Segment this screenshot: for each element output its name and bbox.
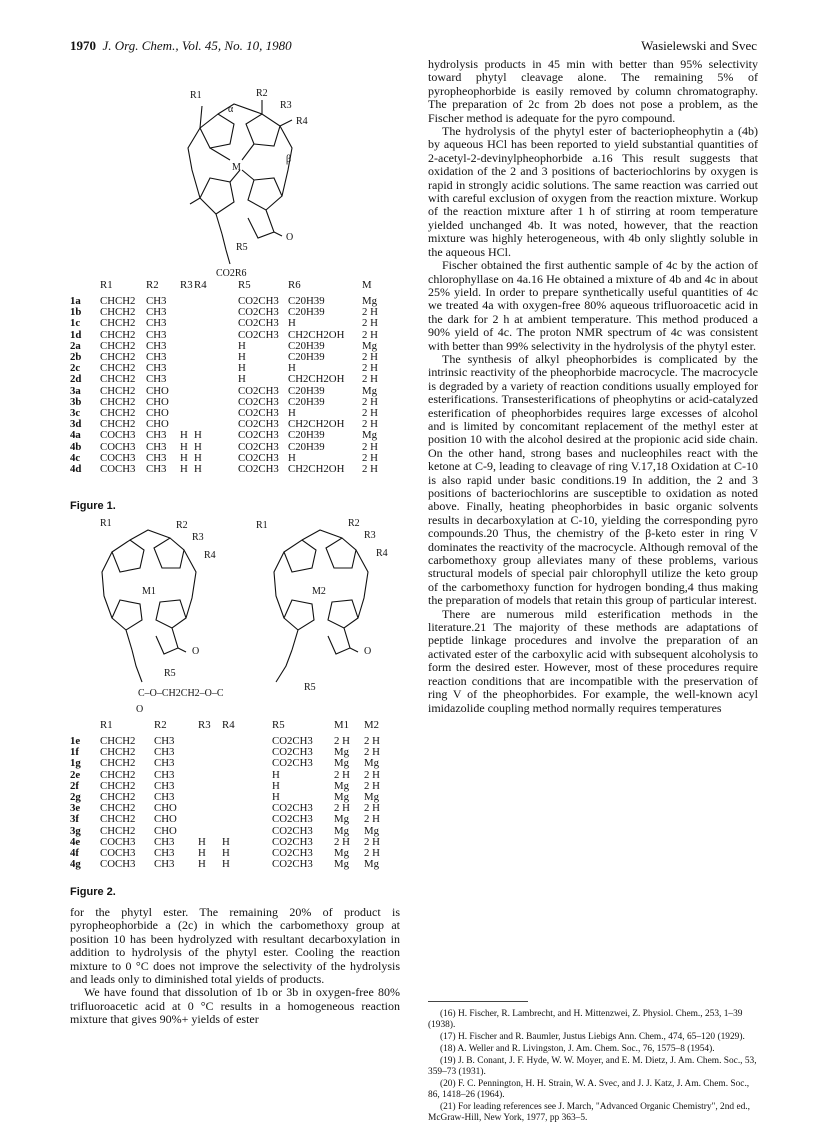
table-cell: C20H39 xyxy=(288,395,325,408)
table-cell: 2 H xyxy=(334,802,350,815)
compound-id: 2e xyxy=(70,768,81,781)
table-cell: H xyxy=(288,362,296,375)
table-cell: CH3 xyxy=(146,351,167,364)
table-cell: CO2CH3 xyxy=(272,835,313,848)
table-cell xyxy=(198,736,222,747)
table-cell: Mg xyxy=(364,757,379,770)
table-cell: 2 H xyxy=(364,813,380,826)
table-cell: CH2CH2OH xyxy=(288,328,345,341)
compound-id: 1a xyxy=(70,295,81,307)
fig2-col-r5: R5 xyxy=(272,719,285,732)
table-cell xyxy=(194,318,238,329)
figure2-caption: Figure 2. xyxy=(70,886,116,898)
fig2-left-r2: R2 xyxy=(176,520,188,531)
fig2-left-r1: R1 xyxy=(100,518,112,529)
table-cell: C20H39 xyxy=(288,384,325,397)
table-cell: CO2CH3 xyxy=(272,847,313,860)
fig2-right-r2: R2 xyxy=(348,518,360,529)
fig2-col-m2: M2 xyxy=(364,719,379,732)
table-cell: 2 H xyxy=(364,847,380,860)
table-cell: CO2CH3 xyxy=(272,757,313,770)
compound-id: 4e xyxy=(70,835,81,848)
paragraph: There are numerous mild esterification methods in the literature.21 The majority of these methods are adaptations of peptide linkage procedures and involve the preparation of an activated ester of the carboxylic acid with subsequent alcoholysis to form the desired ester. However, most of these procedures require reaction conditions that are incompatible with the preservation of ring V of the pheophorbides. For example, the well-known acyl imidazolide coupling method normally requires temperatures xyxy=(428,606,758,715)
table-cell xyxy=(222,803,272,814)
table-cell: H xyxy=(180,440,188,453)
table-cell xyxy=(194,397,238,408)
page-number-and-journal xyxy=(70,38,292,54)
table-cell xyxy=(180,341,194,352)
table-cell: 2 H xyxy=(364,746,380,759)
table-cell: CH2CH2OH xyxy=(288,463,345,476)
table-cell: CHCH2 xyxy=(100,351,136,364)
table-cell: H xyxy=(272,779,280,792)
footnote: (19) J. B. Conant, J. F. Hyde, W. W. Moyer, and E. M. Dietz, J. Am. Chem. Soc., 53, 359–73 (1931). xyxy=(428,1056,757,1077)
fig1-label-r1: R1 xyxy=(190,90,202,101)
table-cell xyxy=(198,758,222,769)
table-cell xyxy=(180,307,194,318)
table-cell: CHCH2 xyxy=(100,824,136,837)
fig1-col-r3: R3 xyxy=(180,279,193,292)
table-cell: CH3 xyxy=(154,791,175,804)
fig1-label-oxygen: O xyxy=(286,232,294,243)
table-cell: 2 H xyxy=(362,418,378,431)
paragraph: The hydrolysis of the phytyl ester of bacteriopheophytin a (4b) by aqueous HCl has been reported to yield substantial quantities of 2-acetyl-2-devinylpheophorbide a.16 This result suggests that oxidation of the 2 and 3 positions of bacteriochlorins by oxygen is rapid in strongly acidic solutions. The same reaction was carried out with careful exclusion of oxygen from the reaction mixture. Workup of the reaction mixture after 1 h of stirring at room temperature yielded unchanged 4b. It was noted, however, that the reaction mixture was highly heterogeneous, with 4b only slightly soluble in the aqueous HCl. xyxy=(428,124,758,259)
table-cell: 2 H xyxy=(362,407,378,420)
page-number: 1970 xyxy=(70,38,96,53)
table-cell: 2 H xyxy=(364,835,380,848)
table-cell: 2 H xyxy=(362,317,378,330)
fig1-col-r2: R2 xyxy=(146,279,159,292)
compound-id: 3c xyxy=(70,407,81,420)
fig2-linker-oxygen: O xyxy=(136,704,144,715)
table-cell: CH3 xyxy=(146,373,167,386)
table-cell xyxy=(198,781,222,792)
table-cell xyxy=(198,747,222,758)
table-cell: H xyxy=(198,847,206,860)
table-cell: CHO xyxy=(146,384,169,397)
table-cell: COCH3 xyxy=(100,835,136,848)
table-cell: H xyxy=(194,451,202,464)
footnote-rule xyxy=(428,1001,528,1002)
table-cell: 2 H xyxy=(364,768,380,781)
table-cell: COCH3 xyxy=(100,451,136,464)
table-cell xyxy=(222,747,272,758)
table-cell: COCH3 xyxy=(100,463,136,476)
table-cell xyxy=(194,363,238,374)
table-row xyxy=(70,430,392,441)
compound-id: 1b xyxy=(70,306,82,319)
table-cell: CO2CH3 xyxy=(238,463,279,476)
table-cell: COCH3 xyxy=(100,429,136,442)
table-cell: CHO xyxy=(146,407,169,420)
compound-id: 2d xyxy=(70,373,82,386)
table-cell: 2 H xyxy=(362,395,378,408)
table-cell xyxy=(198,770,222,781)
paragraph: We have found that dissolution of 1b or 3b in oxygen-free 80% trifluoroacetic acid at 0 °C results in a homogeneous reaction mixture that gives 90%+ yields of ester xyxy=(70,985,400,1027)
compound-id: 2g xyxy=(70,791,81,804)
table-cell: CO2CH3 xyxy=(272,802,313,815)
table-cell: 2 H xyxy=(364,802,380,815)
compound-id: 2a xyxy=(70,339,81,352)
table-cell: CHO xyxy=(154,813,177,826)
compound-id: 3d xyxy=(70,418,82,431)
table-cell: CHCH2 xyxy=(100,362,136,375)
table-cell: Mg xyxy=(334,779,349,792)
figure2-table-header xyxy=(70,716,392,736)
table-cell: H xyxy=(222,847,230,860)
fig2-col-r4: R4 xyxy=(222,719,235,732)
table-cell: H xyxy=(288,407,296,420)
table-cell: CHCH2 xyxy=(100,306,136,319)
table-cell xyxy=(194,408,238,419)
table-cell: H xyxy=(180,429,188,442)
paragraph: Fischer obtained the first authentic sample of 4c by the action of chlorophyllase on 4a.16 He obtained a mixture of 4b and 4c in about 25% yield. In order to prepare synthetically useful quantities of 4c we treated 4a with oxygen-free 80% aqueous trifluoroacetic acid in the dark for 2 h at ambient temperature. This method produced a 90% yield of 4c. The proton NMR spectrum of 4c was consistent with better than 99% selectivity in the hydrolysis of the phytyl ester. xyxy=(428,258,758,353)
fig1-col-r6: R6 xyxy=(288,279,301,292)
table-cell: H xyxy=(272,791,280,804)
fig2-right-r3: R3 xyxy=(364,530,376,541)
compound-id: 4b xyxy=(70,440,82,453)
table-cell: CHCH2 xyxy=(100,407,136,420)
compound-id: 1f xyxy=(70,746,79,759)
table-cell: CH3 xyxy=(154,746,175,759)
table-cell: CHCH2 xyxy=(100,384,136,397)
table-cell xyxy=(194,341,238,352)
table-cell: CHO xyxy=(146,395,169,408)
table-cell: C20H39 xyxy=(288,351,325,364)
table-cell: 2 H xyxy=(334,835,350,848)
table-cell: 2 H xyxy=(362,463,378,476)
figure2-table-body xyxy=(70,736,392,870)
table-cell: 2 H xyxy=(334,768,350,781)
table-cell xyxy=(198,803,222,814)
table-cell: COCH3 xyxy=(100,858,136,871)
table-cell: H xyxy=(272,768,280,781)
fig2-linker: C–O–CH2CH2–O–C xyxy=(138,688,224,699)
compound-id: 3a xyxy=(70,384,81,397)
fig1-label-r3: R3 xyxy=(280,100,292,111)
table-cell: Mg xyxy=(334,858,349,871)
table-cell: C20H39 xyxy=(288,295,325,307)
fig1-col-r5: R5 xyxy=(238,279,251,292)
compound-id: 4f xyxy=(70,847,79,860)
table-cell: CHO xyxy=(146,418,169,431)
table-cell: Mg xyxy=(362,429,377,442)
table-cell xyxy=(222,758,272,769)
compound-id: 3e xyxy=(70,802,81,815)
table-cell: COCH3 xyxy=(100,847,136,860)
table-cell: CHCH2 xyxy=(100,418,136,431)
table-cell: H xyxy=(238,339,246,352)
compound-id: 4d xyxy=(70,463,82,476)
table-cell: CHO xyxy=(154,802,177,815)
table-cell: CO2CH3 xyxy=(238,317,279,330)
fig1-label-r4: R4 xyxy=(296,116,308,127)
table-cell: H xyxy=(198,835,206,848)
table-cell: CO2CH3 xyxy=(272,824,313,837)
table-row xyxy=(70,859,392,870)
table-cell: Mg xyxy=(334,791,349,804)
table-cell: H xyxy=(180,451,188,464)
table-cell: CO2CH3 xyxy=(238,328,279,341)
table-cell: 2 H xyxy=(364,779,380,792)
table-cell: C20H39 xyxy=(288,440,325,453)
figure2-structure xyxy=(78,516,398,716)
table-row xyxy=(70,758,392,769)
table-cell: CHCH2 xyxy=(100,735,136,747)
table-cell: Mg xyxy=(334,824,349,837)
table-cell: COCH3 xyxy=(100,440,136,453)
table-cell: H xyxy=(288,451,296,464)
compound-id: 2c xyxy=(70,362,81,375)
table-cell: CH3 xyxy=(146,429,167,442)
left-column-text xyxy=(70,906,400,1027)
table-row xyxy=(70,318,392,329)
table-cell: CHCH2 xyxy=(100,373,136,386)
table-cell xyxy=(194,307,238,318)
table-cell: CH2CH2OH xyxy=(288,418,345,431)
table-cell: CH2CH2OH xyxy=(288,373,345,386)
table-row xyxy=(70,814,392,825)
table-cell: H xyxy=(222,858,230,871)
table-cell xyxy=(180,296,194,307)
fig2-right-r1: R1 xyxy=(256,520,268,531)
table-cell: C20H39 xyxy=(288,306,325,319)
footnote: (21) For leading references see J. March, "Advanced Organic Chemistry", 2nd ed., McGraw-Hill, New York, 1977, pp 363–5. xyxy=(428,1102,750,1123)
table-cell: H xyxy=(222,835,230,848)
compound-id: 3f xyxy=(70,813,79,826)
fig1-label-alpha: α xyxy=(228,104,234,115)
table-cell xyxy=(198,814,222,825)
figure1-table-header xyxy=(70,276,392,296)
table-cell: CO2CH3 xyxy=(238,384,279,397)
table-cell xyxy=(180,352,194,363)
table-cell: 2 H xyxy=(362,328,378,341)
table-cell: CO2CH3 xyxy=(238,451,279,464)
table-cell: CHCH2 xyxy=(100,779,136,792)
table-cell: CO2CH3 xyxy=(238,440,279,453)
paragraph: The synthesis of alkyl pheophorbides is complicated by the intrinsic reactivity of the pheophorbide macrocycle. The macrocycle is degraded by a variety of reaction conditions usually employed for esterifications. Transesterifications of pheophytins or acid-catalyzed esterification of pheophorbides requires large excesses of alcohol and is limited by concomitant replacement of the methyl ester at position 10 with the alcohol desired at the propionic acid side chain. On the other hand, strong bases and nucleophiles react with the ketone at C-9, leading to cleavage of ring V.17,18 Oxidation at C-10 is also rapid under basic conditions.19 In addition, the 2 and 3 positions of bacteriochlorins are susceptible to oxidation as noted above. Finally, heating pheophorbides in basic organic solvents results in decarboxylation at C-10, yielding the corresponding pyro compounds.20 Thus, the chemistry of the β-keto ester in ring V dominates the reactivity of the macrocycle. Although removal of the carbomethoxy group alleviates many of these problems, various structural models of special pair chlorophyll utilize the keto group of the carbomethoxy function for hydrogen bonding,4 thus making the preparation of models that retain this group of particular interest. xyxy=(428,351,758,608)
compound-id: 1d xyxy=(70,328,82,341)
table-cell xyxy=(198,792,222,803)
compound-id: 4c xyxy=(70,451,81,464)
table-cell: CHCH2 xyxy=(100,395,136,408)
compound-id: 4g xyxy=(70,858,81,871)
fig1-col-m: M xyxy=(362,279,372,292)
table-cell: Mg xyxy=(364,791,379,804)
table-cell: CH3 xyxy=(154,779,175,792)
table-cell xyxy=(194,330,238,341)
fig2-left-oxygen: O xyxy=(192,646,200,657)
table-cell xyxy=(194,352,238,363)
table-cell xyxy=(180,318,194,329)
table-cell: CH3 xyxy=(154,735,175,747)
table-cell: CO2CH3 xyxy=(272,746,313,759)
running-authors: Wasielewski and Svec xyxy=(641,38,757,53)
compound-id: 2b xyxy=(70,351,82,364)
fig1-col-r1: R1 xyxy=(100,279,113,292)
table-cell: CH3 xyxy=(154,847,175,860)
running-header xyxy=(70,38,757,56)
table-cell: CO2CH3 xyxy=(272,813,313,826)
table-cell xyxy=(194,296,238,307)
fig2-col-r2: R2 xyxy=(154,719,167,732)
table-cell: 2 H xyxy=(364,735,380,747)
table-cell xyxy=(222,814,272,825)
table-cell xyxy=(194,374,238,385)
table-cell: Mg xyxy=(364,824,379,837)
journal-citation: J. Org. Chem., Vol. 45, No. 10, 1980 xyxy=(102,38,292,53)
table-cell: CH3 xyxy=(146,317,167,330)
table-cell: CO2CH3 xyxy=(238,429,279,442)
footnote: (20) F. C. Pennington, H. H. Strain, W. A. Svec, and J. J. Katz, J. Am. Chem. Soc., 86, 1418–26 (1964). xyxy=(428,1079,750,1100)
table-cell: 2 H xyxy=(362,351,378,364)
table-cell: Mg xyxy=(362,384,377,397)
table-cell: Mg xyxy=(362,295,377,307)
table-cell: CHCH2 xyxy=(100,295,136,307)
table-cell: 2 H xyxy=(362,440,378,453)
table-cell xyxy=(180,374,194,385)
fig2-left-r4: R4 xyxy=(204,550,216,561)
table-cell: CHCH2 xyxy=(100,802,136,815)
fig2-right-oxygen: O xyxy=(364,646,372,657)
fig2-col-r1: R1 xyxy=(100,719,113,732)
table-cell: H xyxy=(194,429,202,442)
table-cell: H xyxy=(238,373,246,386)
table-cell: CH3 xyxy=(154,768,175,781)
table-cell xyxy=(180,363,194,374)
table-cell: CHCH2 xyxy=(100,791,136,804)
fig2-col-r3: R3 xyxy=(198,719,211,732)
footnotes xyxy=(428,1009,758,1125)
table-cell: CO2CH3 xyxy=(238,395,279,408)
table-cell: CO2CH3 xyxy=(238,295,279,307)
table-cell: C20H39 xyxy=(288,339,325,352)
figure1-structure xyxy=(150,86,330,278)
fig2-left-r5: R5 xyxy=(164,668,176,679)
fig2-col-m1: M1 xyxy=(334,719,349,732)
fig2-label-m1: M1 xyxy=(142,586,156,597)
table-cell: CH3 xyxy=(146,295,167,307)
footnote: (18) A. Weller and R. Livingston, J. Am. Chem. Soc., 76, 1575–8 (1954). xyxy=(440,1044,715,1054)
table-cell: CH3 xyxy=(154,835,175,848)
table-cell: H xyxy=(238,351,246,364)
table-cell xyxy=(222,770,272,781)
table-cell xyxy=(222,781,272,792)
table-cell: 2 H xyxy=(362,362,378,375)
table-cell: CH3 xyxy=(146,328,167,341)
table-cell: 2 H xyxy=(362,373,378,386)
table-cell xyxy=(180,397,194,408)
figure1-table xyxy=(70,276,392,475)
table-cell: CO2CH3 xyxy=(272,858,313,871)
table-cell: CO2CH3 xyxy=(238,418,279,431)
compound-id: 2f xyxy=(70,779,79,792)
fig2-label-m2: M2 xyxy=(312,586,326,597)
table-cell: H xyxy=(194,463,202,476)
table-cell: CH3 xyxy=(146,463,167,476)
table-cell: CHO xyxy=(154,824,177,837)
figure1-caption: Figure 1. xyxy=(70,500,116,512)
table-cell: CH3 xyxy=(146,451,167,464)
table-cell xyxy=(180,386,194,397)
table-cell: 2 H xyxy=(334,735,350,747)
figure1-table-body xyxy=(70,296,392,475)
fig1-label-co2r6: CO2R6 xyxy=(216,268,247,278)
table-cell: CHCH2 xyxy=(100,813,136,826)
table-cell: CHCH2 xyxy=(100,746,136,759)
table-cell: CH3 xyxy=(146,362,167,375)
table-cell: CH3 xyxy=(154,757,175,770)
fig1-col-r4: R4 xyxy=(194,279,207,292)
compound-id: 4a xyxy=(70,429,81,442)
paragraph: hydrolysis products in 45 min with better than 95% selectivity toward phytyl cleavage alone. The remaining 5% of pyropheophorbide is easily removed by column chromatography. The preparation of 2c from 2b does not pose a problem, as the Fischer method is adequate for the pyro compound. xyxy=(428,57,758,125)
paragraph: for the phytyl ester. The remaining 20% of product is pyropheophorbide a (2c) in which the carbomethoxy group at position 10 has been hydrolyzed with resultant decarboxylation in addition to hydrolysis of the phytyl ester. Cooling the reaction mixture to 0 °C does not improve the selectivity of the hydrolysis and leads only to diminished total yields of products. xyxy=(70,905,400,987)
fig2-right-r5: R5 xyxy=(304,682,316,693)
table-cell: 2 H xyxy=(362,306,378,319)
table-cell: CH3 xyxy=(146,306,167,319)
figure2-table xyxy=(70,716,392,870)
table-cell xyxy=(222,736,272,747)
table-cell xyxy=(180,330,194,341)
fig1-label-beta: β xyxy=(286,154,292,165)
compound-id: 1c xyxy=(70,317,81,330)
table-cell xyxy=(180,408,194,419)
table-cell: CHCH2 xyxy=(100,317,136,330)
table-cell: Mg xyxy=(362,339,377,352)
table-cell: Mg xyxy=(334,813,349,826)
footnote: (16) H. Fischer, R. Lambrecht, and H. Mittenzwei, Z. Physiol. Chem., 253, 1–39 (1938). xyxy=(428,1009,743,1030)
compound-id: 3g xyxy=(70,824,81,837)
compound-id: 1g xyxy=(70,757,81,770)
table-cell xyxy=(194,386,238,397)
fig1-label-r2: R2 xyxy=(256,88,268,99)
fig2-left-r3: R3 xyxy=(192,532,204,543)
fig1-label-m: M xyxy=(232,162,241,173)
table-cell xyxy=(222,792,272,803)
table-row xyxy=(70,464,392,475)
table-cell: 2 H xyxy=(362,451,378,464)
fig1-label-r5: R5 xyxy=(236,242,248,253)
table-cell: CH3 xyxy=(146,440,167,453)
table-cell: H xyxy=(238,362,246,375)
compound-id: 1e xyxy=(70,735,81,747)
footnote: (17) H. Fischer and R. Baumler, Justus Liebigs Ann. Chem., 474, 65–120 (1929). xyxy=(440,1032,745,1042)
table-cell: C20H39 xyxy=(288,429,325,442)
table-cell: CO2CH3 xyxy=(238,407,279,420)
table-cell: CHCH2 xyxy=(100,328,136,341)
table-cell: H xyxy=(180,463,188,476)
table-cell: CO2CH3 xyxy=(272,735,313,747)
fig2-right-r4: R4 xyxy=(376,548,388,559)
table-cell: CH3 xyxy=(146,339,167,352)
compound-id: 3b xyxy=(70,395,82,408)
table-cell: H xyxy=(288,317,296,330)
table-cell: CO2CH3 xyxy=(238,306,279,319)
table-cell: CHCH2 xyxy=(100,339,136,352)
table-cell: Mg xyxy=(334,746,349,759)
table-cell: H xyxy=(198,858,206,871)
table-cell: Mg xyxy=(364,858,379,871)
table-cell: Mg xyxy=(334,757,349,770)
table-cell: H xyxy=(194,440,202,453)
table-cell: CHCH2 xyxy=(100,757,136,770)
table-cell: CH3 xyxy=(154,858,175,871)
table-cell: CHCH2 xyxy=(100,768,136,781)
table-row xyxy=(70,374,392,385)
right-column-text xyxy=(428,58,758,715)
table-cell: Mg xyxy=(334,847,349,860)
